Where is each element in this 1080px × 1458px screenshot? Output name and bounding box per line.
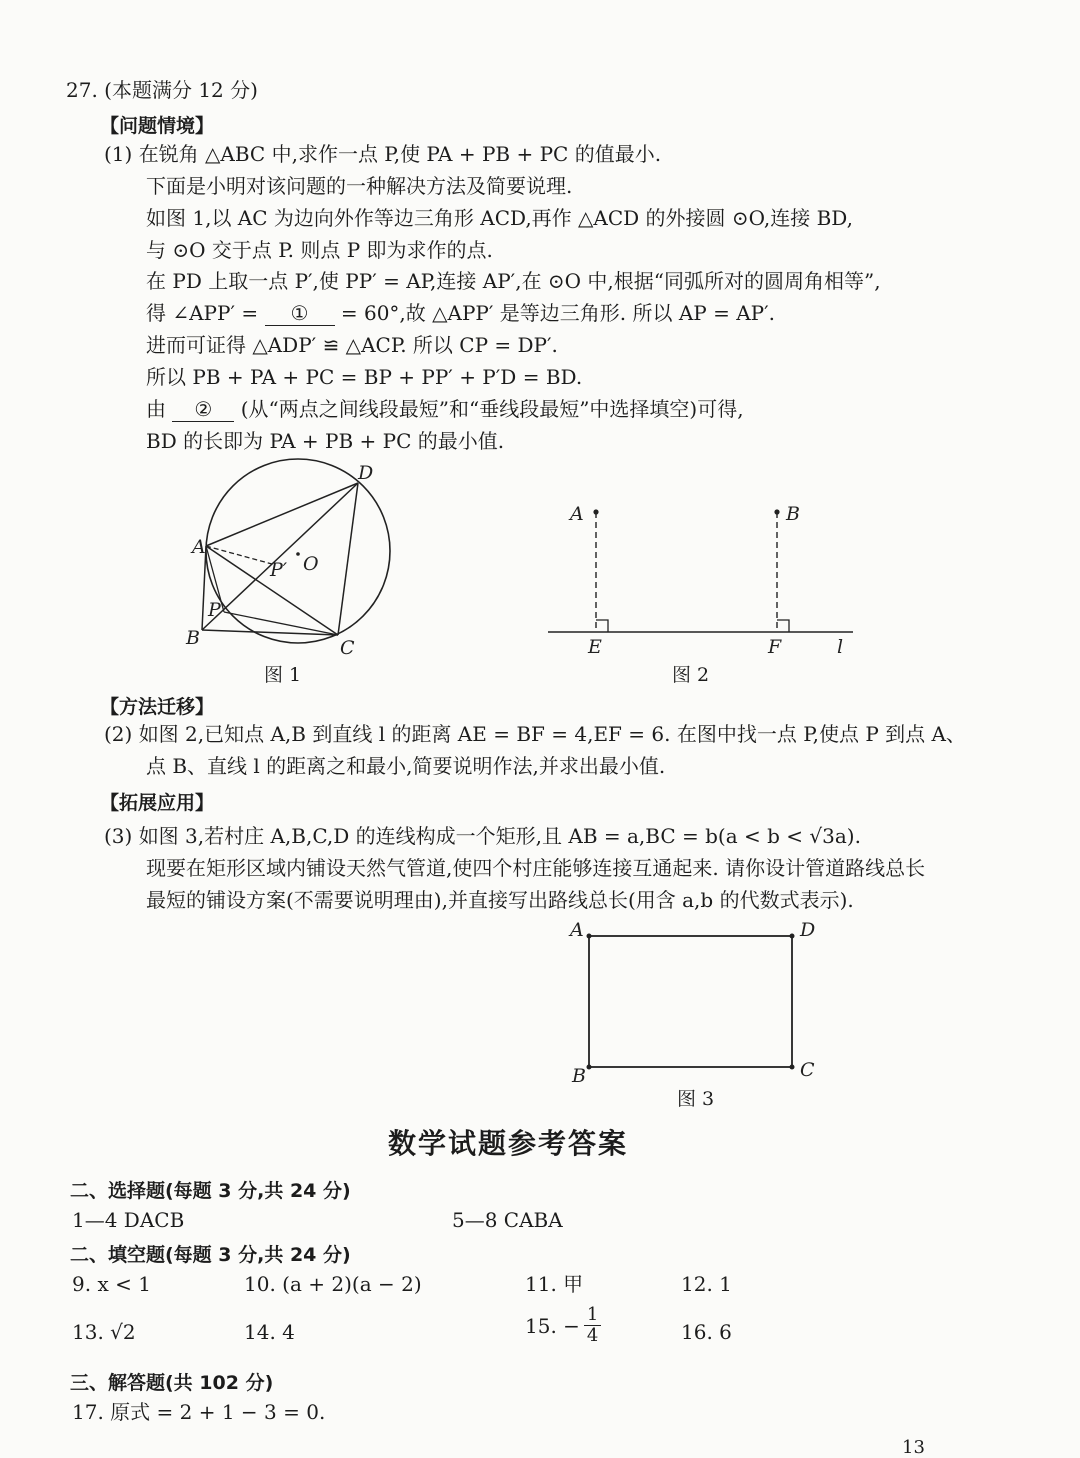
point-a-fig3 [587,934,592,939]
figure-2 [548,496,858,662]
section-method-transfer: 【方法迁移】 [100,696,215,718]
answer-section-fill: 二、填空题(每题 3 分,共 24 分) [70,1244,351,1266]
label-a-fig2: A [570,503,584,525]
point-b [774,509,779,514]
blank-2[interactable]: ② [172,397,234,422]
figure-3-caption: 图 3 [677,1088,715,1110]
label-b: B [186,627,200,649]
solution-line-9: BD 的长即为 PA + PB + PC 的最小值. [146,429,505,453]
answer-10: 10. (a + 2)(a − 2) [244,1272,422,1296]
label-d-fig3: D [800,919,816,941]
answer-13: 13. √2 [72,1320,136,1344]
answer-17: 17. 原式 = 2 + 1 − 3 = 0. [72,1400,326,1424]
right-angle-f [777,620,789,632]
label-b-fig2: B [786,503,800,525]
center-point-o [296,552,300,556]
answer-15-prefix: 15. − [525,1313,580,1338]
solution-line-3: 与 ⊙O 交于点 P. 则点 P 即为求作的点. [146,238,493,262]
segment-ap-prime [206,546,272,564]
segment-dc [338,483,358,635]
label-l: l [837,636,844,658]
rectangle-abcd [589,936,792,1067]
section-extension: 【拓展应用】 [100,792,215,814]
solution-line-6: 进而可证得 △ADP′ ≌ △ACP. 所以 CP = DP′. [146,333,558,357]
answer-11: 11. 甲 [525,1272,584,1296]
figure-3 [560,914,830,1086]
label-f: F [768,636,782,658]
answer-section-choice: 二、选择题(每题 3 分,共 24 分) [70,1180,351,1202]
solution-line-8 [146,397,744,422]
answer-section-solution: 三、解答题(共 102 分) [70,1372,274,1394]
blank-1[interactable]: ① [265,301,335,326]
label-p: P [208,599,221,621]
figure-1 [180,458,410,658]
part3-line-2: 现要在矩形区域内铺设天然气管道,使四个村庄能够连接互通起来. 请你设计管道路线总长 [146,856,926,880]
solution-line-5-start: 得 ∠APP′ = [146,301,259,325]
segment-bd [202,483,358,630]
circumcircle-o [206,459,390,643]
label-d: D [358,462,374,484]
label-c-fig3: C [800,1059,815,1081]
part2-line-1: (2) 如图 2,已知点 A,B 到直线 l 的距离 AE = BF = 4,EF = 6. 在图中找一点 P,使点 P 到点 A、 [104,722,966,746]
label-p-prime: P′ [270,559,288,581]
point-d-fig3 [790,934,795,939]
part1-statement: (1) 在锐角 △ABC 中,求作一点 P,使 PA + PB + PC 的值最小. [104,142,662,166]
solution-line-8-start: 由 [146,397,166,421]
solution-line-7: 所以 PB + PA + PC = BP + PP′ + P′D = BD. [146,365,583,389]
answer-12: 12. 1 [681,1272,732,1296]
answer-16: 16. 6 [681,1320,732,1344]
solution-line-8-end: (从“两点之间线段最短”和“垂线段最短”中选择填空)可得, [240,397,744,421]
label-o: O [303,553,319,575]
solution-line-2: 如图 1,以 AC 为边向外作等边三角形 ACD,再作 △ACD 的外接圆 ⊙O,连接 BD, [146,206,853,230]
answer-9: 9. x < 1 [72,1272,151,1296]
right-angle-e [596,620,608,632]
point-a [593,509,598,514]
fraction-numerator: 1 [584,1305,601,1326]
answer-15 [525,1305,601,1346]
label-a-fig3: A [570,919,584,941]
point-b-fig3 [587,1065,592,1070]
answer-key-title: 数学试题参考答案 [388,1127,629,1160]
label-b-fig3: B [572,1065,586,1086]
segment-ad [206,483,358,546]
solution-line-5-end: = 60°,故 △APP′ 是等边三角形. 所以 AP = AP′. [340,301,776,325]
label-e: E [588,636,602,658]
label-a: A [192,536,206,558]
part2-line-2: 点 B、直线 l 的距离之和最小,简要说明作法,并求出最小值. [146,754,666,778]
answer-5-8: 5—8 CABA [452,1208,563,1232]
figure-2-caption: 图 2 [672,664,710,686]
solution-line-4: 在 PD 上取一点 P′,使 PP′ = AP,连接 AP′,在 ⊙O 中,根据“同弧所对的圆周角相等”, [146,269,881,293]
part3-line-1: (3) 如图 3,若村庄 A,B,C,D 的连线构成一个矩形,且 AB = a,BC = b(a < b < √3a). [104,824,861,848]
fraction-denominator: 4 [586,1325,599,1346]
answer-15-fraction [584,1305,601,1346]
point-c-fig3 [790,1065,795,1070]
section-problem-context: 【问题情境】 [100,115,215,137]
question-header: 27. (本题满分 12 分) [66,78,258,102]
figure-1-caption: 图 1 [264,664,302,686]
label-c: C [340,637,355,658]
solution-line-1: 下面是小明对该问题的一种解决方法及简要说理. [146,174,573,198]
solution-line-5 [146,301,775,326]
answer-1-4: 1—4 DACB [72,1208,185,1232]
part3-line-3: 最短的铺设方案(不需要说明理由),并直接写出路线总长(用含 a,b 的代数式表示). [146,888,854,912]
answer-14: 14. 4 [244,1320,295,1344]
page-number: 13 [902,1437,925,1458]
segment-ab [202,546,206,630]
